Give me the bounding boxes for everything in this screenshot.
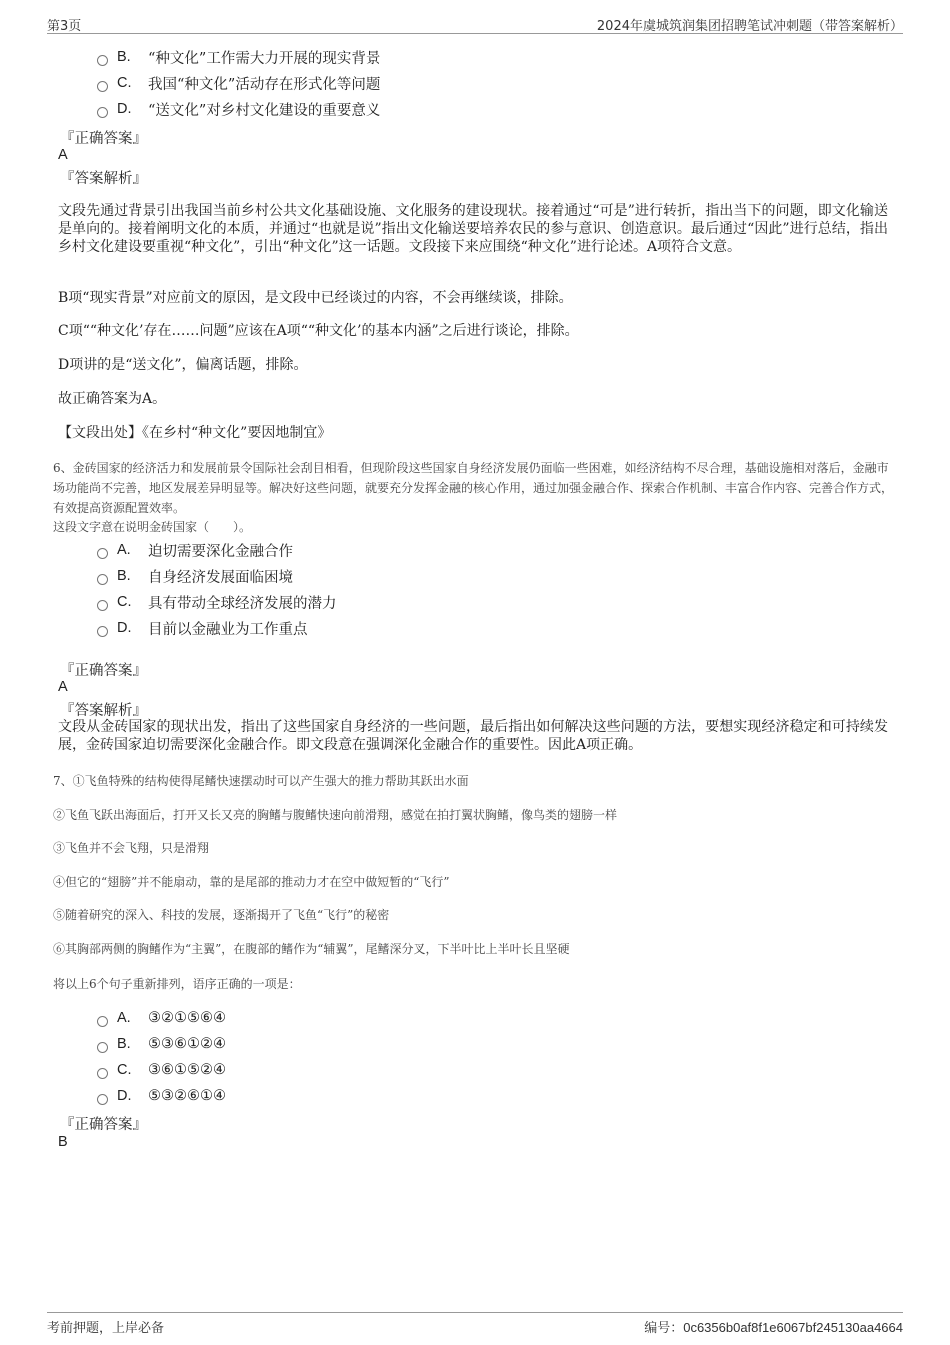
q7-sentence: ⑥其胸部两侧的胸鳍作为“主翼”，在腹部的鳍作为“辅翼”，尾鳍深分叉，下半叶比上半叶长且坚硬: [53, 942, 570, 956]
q6-option-d[interactable]: D. 目前以金融业为工作重点: [97, 617, 308, 639]
q7-sentence: ⑤随着研究的深入、科技的发展，逐渐揭开了飞鱼“飞行”的秘密: [53, 908, 390, 922]
radio-icon[interactable]: [97, 1068, 108, 1079]
radio-icon[interactable]: [97, 600, 108, 611]
radio-icon[interactable]: [97, 626, 108, 637]
footer-slogan: 考前押题，上岸必备: [47, 1321, 165, 1336]
page-footer: [47, 1312, 903, 1337]
q5-analysis-paragraph: C项““种文化’存在……问题”应该在A项““种文化’的基本内涵”之后进行谈论，排除。: [58, 323, 579, 339]
q6-analysis-label: 『答案解析』: [60, 703, 147, 719]
q7-answer-label: 『正确答案』: [60, 1117, 147, 1133]
q5-analysis-paragraph: D项讲的是“送文化”，偏离话题，排除。: [58, 357, 308, 373]
q5-analysis-label: 『答案解析』: [60, 171, 147, 187]
radio-icon[interactable]: [97, 81, 108, 92]
q7-option-d[interactable]: D. ⑤③②⑥①④: [97, 1085, 226, 1107]
radio-icon[interactable]: [97, 1016, 108, 1027]
radio-icon[interactable]: [97, 107, 108, 118]
q7-question: 将以上6个句子重新排列，语序正确的一项是：: [53, 977, 301, 991]
q5-answer: A: [58, 147, 68, 163]
q7-sentence: ④但它的“翅膀”并不能扇动，靠的是尾部的推动力才在空中做短暂的“飞行”: [53, 875, 450, 889]
q6-answer: A: [58, 679, 68, 695]
q6-question: 这段文字意在说明金砖国家（ ）。: [53, 520, 252, 534]
q6-analysis: 文段从金砖国家的现状出发，指出了这些国家自身经济的一些问题，最后指出如何解决这些问题的方法，要想实现经济稳定和可持续发展，金砖国家迫切需要深化金融合作。即文段意在强调深化金融合作的重要性。因此A项正确。: [58, 719, 888, 753]
document-title: 2024年虞城筑润集团招聘笔试冲刺题（带答案解析）: [596, 19, 903, 34]
q6-option-b[interactable]: B. 自身经济发展面临困境: [97, 565, 293, 587]
q6-option-c[interactable]: C. 具有带动全球经济发展的潜力: [97, 591, 337, 613]
q7-option-b[interactable]: B. ⑤③⑥①②④: [97, 1033, 226, 1055]
page-header: [47, 13, 903, 34]
q5-conclusion: 故正确答案为A。: [58, 391, 167, 407]
q5-source: 【文段出处】《在乡村“种文化”要因地制宜》: [58, 425, 332, 441]
q7-sentence: 7、①飞鱼特殊的结构使得尾鳍快速摆动时可以产生强大的推力帮助其跃出水面: [53, 774, 469, 788]
q6-option-a[interactable]: A. 迫切需要深化金融合作: [97, 539, 293, 561]
q5-answer-label: 『正确答案』: [60, 131, 147, 147]
q5-analysis-paragraph: 文段先通过背景引出我国当前乡村公共文化基础设施、文化服务的建设现状。接着通过“可是”进行转折，指出当下的问题，即文化输送是单向的。接着阐明文化的本质，并通过“也就是说”指出文化输送要培养农民的参与意识、创造意识。最后通过“因此”进行总结，指出乡村文化建设要重视“种文化”，引出“种文化”这一话题。文段接下来应围绕“种文化”进行论述。A项符合文意。: [58, 203, 888, 255]
q5-option-c[interactable]: C. 我国“种文化”活动存在形式化等问题: [97, 72, 380, 94]
radio-icon[interactable]: [97, 548, 108, 559]
q7-option-c[interactable]: C. ③⑥①⑤②④: [97, 1059, 226, 1081]
radio-icon[interactable]: [97, 55, 108, 66]
page-number: 第3页: [47, 19, 82, 34]
document-code: 编号：0c6356b0af8f1e6067bf245130aa4664: [644, 1320, 903, 1336]
q6-stem: 6、金砖国家的经济活力和发展前景令国际社会刮目相看，但现阶段这些国家自身经济发展仍面临一些困难，如经济结构不尽合理，基础设施相对落后，金融市场功能尚不完善，地区发展差异明显等。解决好这些问题，就要充分发挥金融的核心作用，通过加强金融合作、探索合作机制、丰富合作内容、完善合作方式，有效提高资源配置效率。: [53, 461, 894, 515]
q5-analysis-paragraph: B项“现实背景”对应前文的原因，是文段中已经谈过的内容，不会再继续谈，排除。: [58, 290, 573, 306]
q7-answer: B: [58, 1134, 68, 1150]
q6-answer-label: 『正确答案』: [60, 663, 147, 679]
q7-sentence: ③飞鱼并不会飞翔，只是滑翔: [53, 841, 210, 855]
q7-option-a[interactable]: A. ③②①⑤⑥④: [97, 1007, 226, 1029]
radio-icon[interactable]: [97, 1094, 108, 1105]
q5-option-b[interactable]: B. “种文化”工作需大力开展的现实背景: [97, 46, 380, 68]
q5-option-d[interactable]: D. “送文化”对乡村文化建设的重要意义: [97, 98, 380, 120]
radio-icon[interactable]: [97, 574, 108, 585]
radio-icon[interactable]: [97, 1042, 108, 1053]
q7-sentence: ②飞鱼飞跃出海面后，打开又长又亮的胸鳍与腹鳍快速向前滑翔，感觉在拍打翼状胸鳍，像鸟类的翅膀一样: [53, 808, 618, 822]
